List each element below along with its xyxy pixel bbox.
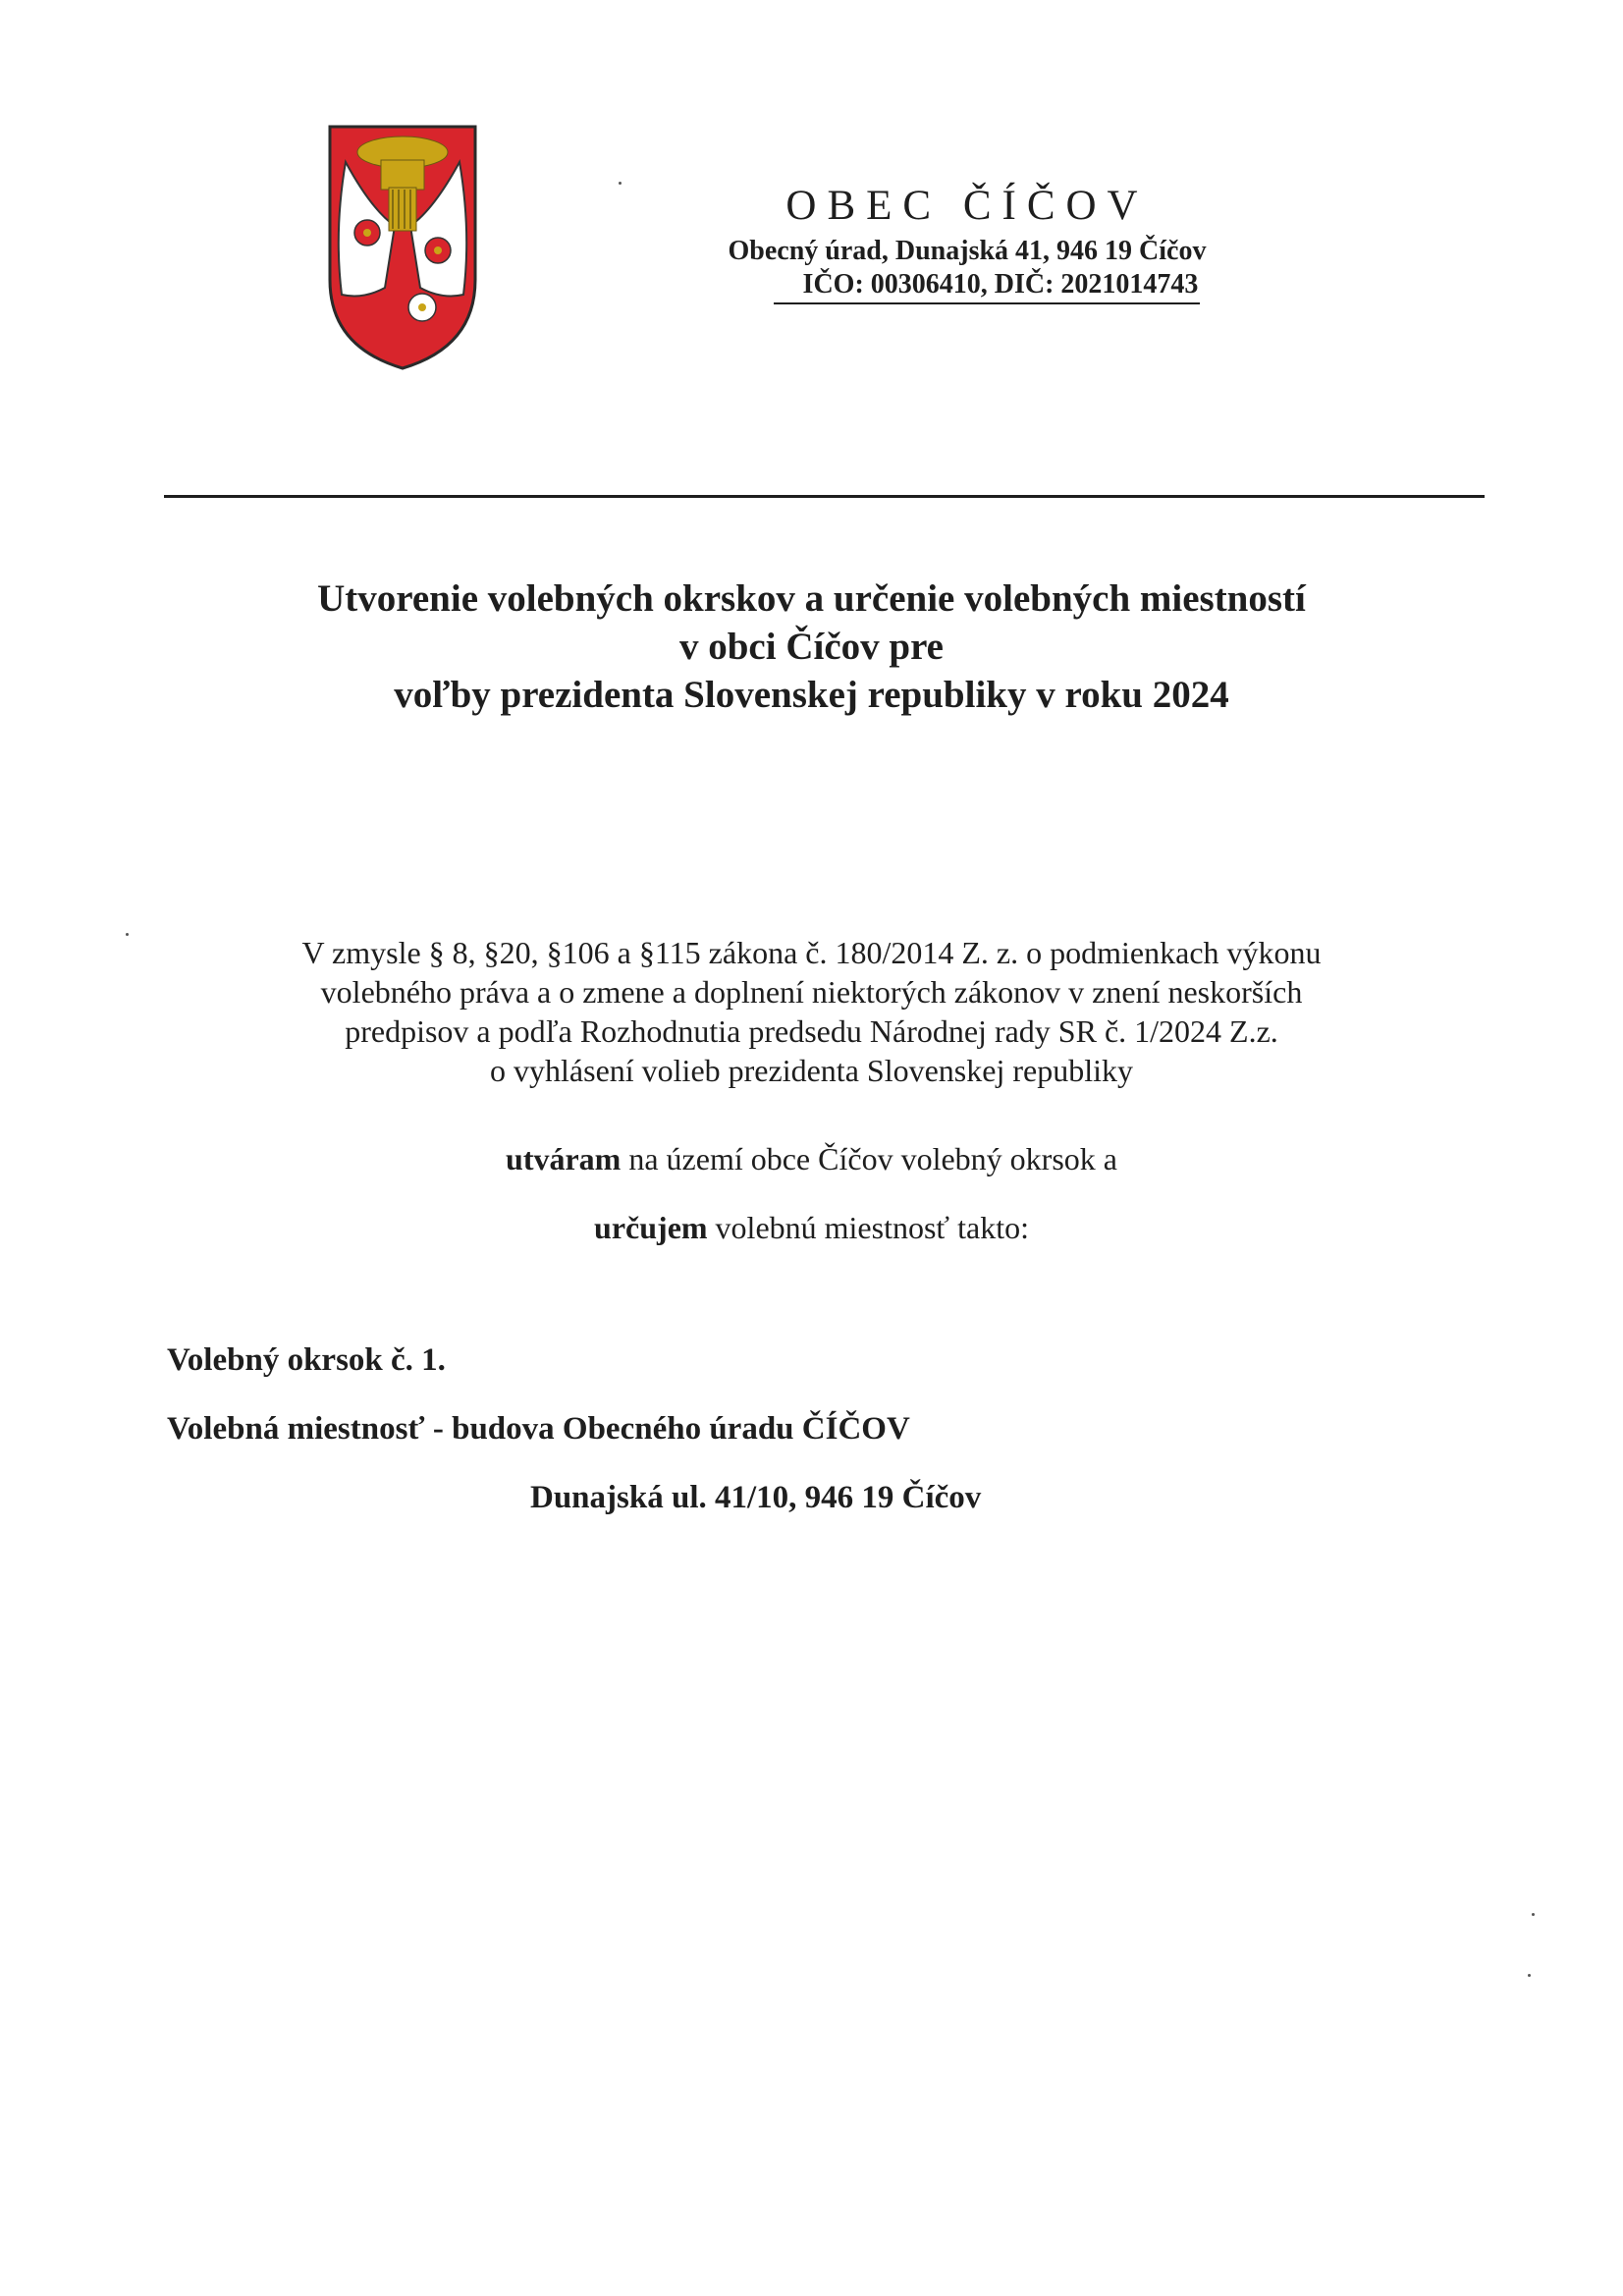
scan-speck (619, 182, 622, 185)
decision-text-2: volebnú miestnosť takto: (707, 1210, 1029, 1245)
office-address: Obecný úrad, Dunajská 41, 946 19 Číčov (728, 236, 1207, 266)
intro-line-3: predpisov a podľa Rozhodnutia predsedu Národnej rady SR č. 1/2024 Z.z. (345, 1013, 1278, 1049)
decision-verb-2: určujem (594, 1210, 708, 1245)
decision-verb-1: utváram (506, 1141, 622, 1176)
decision-line-2 (147, 1208, 1476, 1247)
title-line-1: Utvorenie volebných okrskov a určenie volebných miestností (317, 577, 1306, 620)
district-number: Volebný okrsok č. 1. (167, 1342, 446, 1378)
coat-of-arms-emblem (324, 123, 481, 373)
title-line-3: voľby prezidenta Slovenskej republiky v roku 2024 (394, 674, 1229, 716)
document-title (196, 574, 1427, 719)
intro-line-2: volebného práva a o zmene a doplnení niektorých zákonov v znení neskorších (320, 974, 1303, 1010)
decision-line-1 (147, 1139, 1476, 1178)
intro-line-4: o vyhlásení volieb prezidenta Slovenskej republiky (490, 1053, 1133, 1088)
header-divider (164, 495, 1485, 498)
intro-line-1: V zmysle § 8, §20, §106 a §115 zákona č. 180/2014 Z. z. o podmienkach výkonu (301, 935, 1322, 970)
polling-address: Dunajská ul. 41/10, 946 19 Číčov (530, 1480, 982, 1515)
title-line-2: v obci Číčov pre (678, 626, 944, 668)
letterhead (628, 182, 1306, 304)
scan-speck (1532, 1913, 1535, 1916)
municipality-name: OBEC ČÍČOV (785, 183, 1149, 229)
tax-ids: IČO: 00306410, DIČ: 2021014743 (774, 268, 1201, 304)
decision-text-1: na území obce Číčov volebný okrsok a (621, 1141, 1117, 1176)
scan-speck (126, 933, 129, 936)
scan-speck (1528, 1974, 1531, 1977)
legal-basis-paragraph (147, 933, 1476, 1090)
polling-room: Volebná miestnosť - budova Obecného úradu ČÍČOV (167, 1411, 910, 1447)
